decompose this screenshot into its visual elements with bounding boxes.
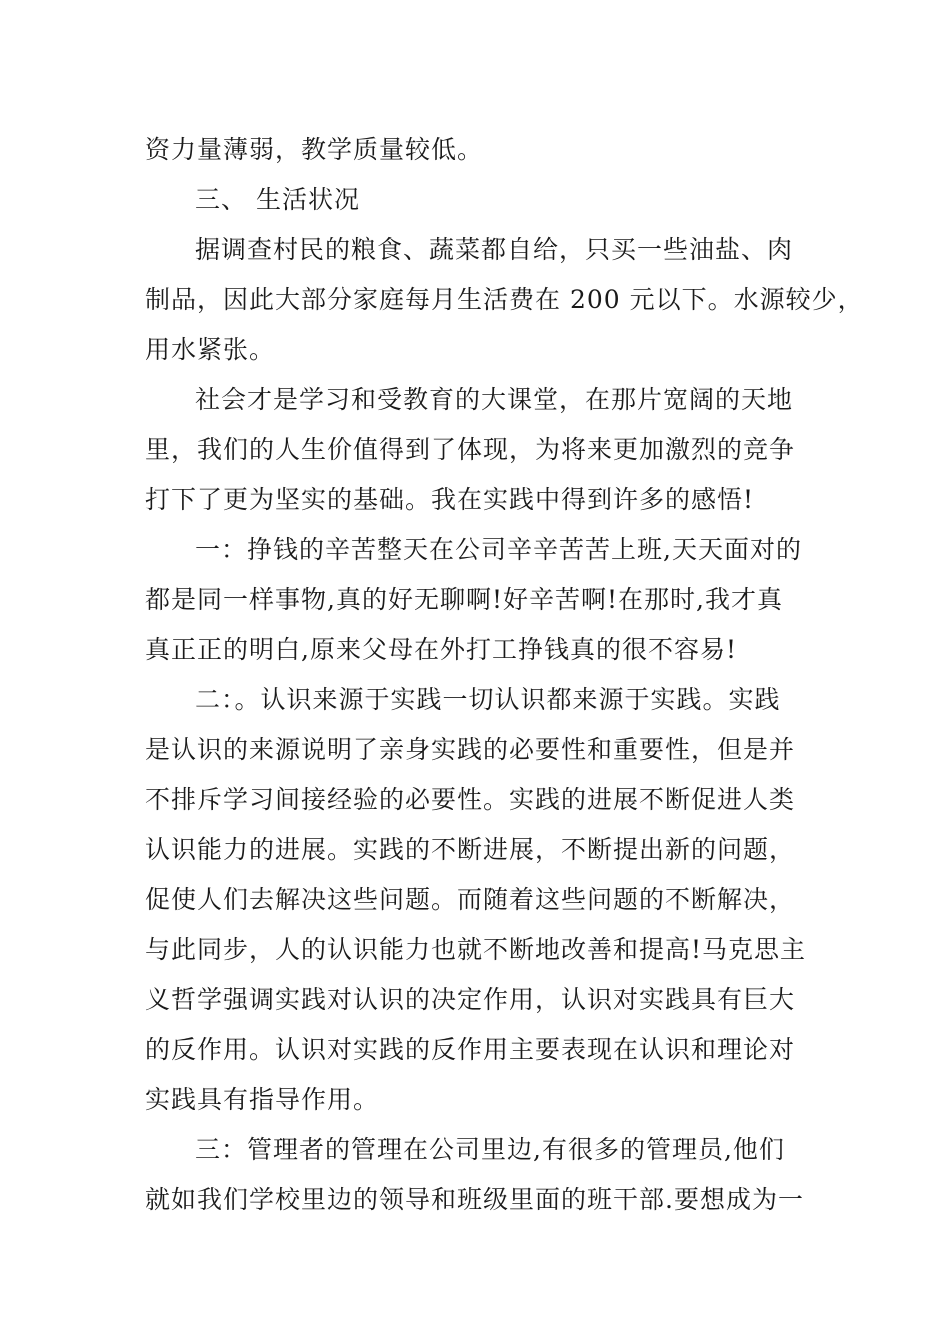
text-line: 就如我们学校里边的领导和班级里面的班干部.要想成为一 [145,1185,804,1214]
text-line: 据调查村民的粮食、蔬菜都自给，只买一些油盐、肉 [195,235,794,264]
text-line: 一：挣钱的辛苦整天在公司辛辛苦苦上班,天天面对的 [195,535,802,564]
text-line: 三：管理者的管理在公司里边,有很多的管理员,他们 [195,1135,785,1164]
text-line: 打下了更为坚实的基础。我在实践中得到许多的感悟! [145,485,755,514]
text-line: 义哲学强调实践对认识的决定作用，认识对实践具有巨大 [145,985,796,1014]
text-line: 实践具有指导作用。 [145,1085,380,1114]
text-line: 都是同一样事物,真的好无聊啊!好辛苦啊!在那时,我才真 [145,585,783,614]
text-line: 的反作用。认识对实践的反作用主要表现在认识和理论对 [145,1035,796,1064]
text-line: 二：。认识来源于实践一切认识都来源于实践。实践 [195,685,781,714]
text-line: 与此同步，人的认识能力也就不断地改善和提高!马克思主 [145,935,807,964]
text-line: 真正正的明白,原来父母在外打工挣钱真的很不容易! [145,635,737,664]
text-line: 不排斥学习间接经验的必要性。实践的进展不断促进人类 [145,785,796,814]
text-line: 制品，因此大部分家庭每月生活费在 200 元以下。水源较少， [145,285,864,314]
text-line: 促使人们去解决这些问题。而随着这些问题的不断解决， [145,885,796,914]
text-line: 资力量薄弱，教学质量较低。 [145,135,484,164]
text-line: 用水紧张。 [145,335,276,364]
text-line: 里，我们的人生价值得到了体现，为将来更加激烈的竞争 [145,435,796,464]
text-line: 认识能力的进展。实践的不断进展，不断提出新的问题， [145,835,796,864]
text-line: 社会才是学习和受教育的大课堂，在那片宽阔的天地 [195,385,794,414]
text-line: 是认识的来源说明了亲身实践的必要性和重要性，但是并 [145,735,796,764]
section-heading: 三、 生活状况 [195,185,360,214]
